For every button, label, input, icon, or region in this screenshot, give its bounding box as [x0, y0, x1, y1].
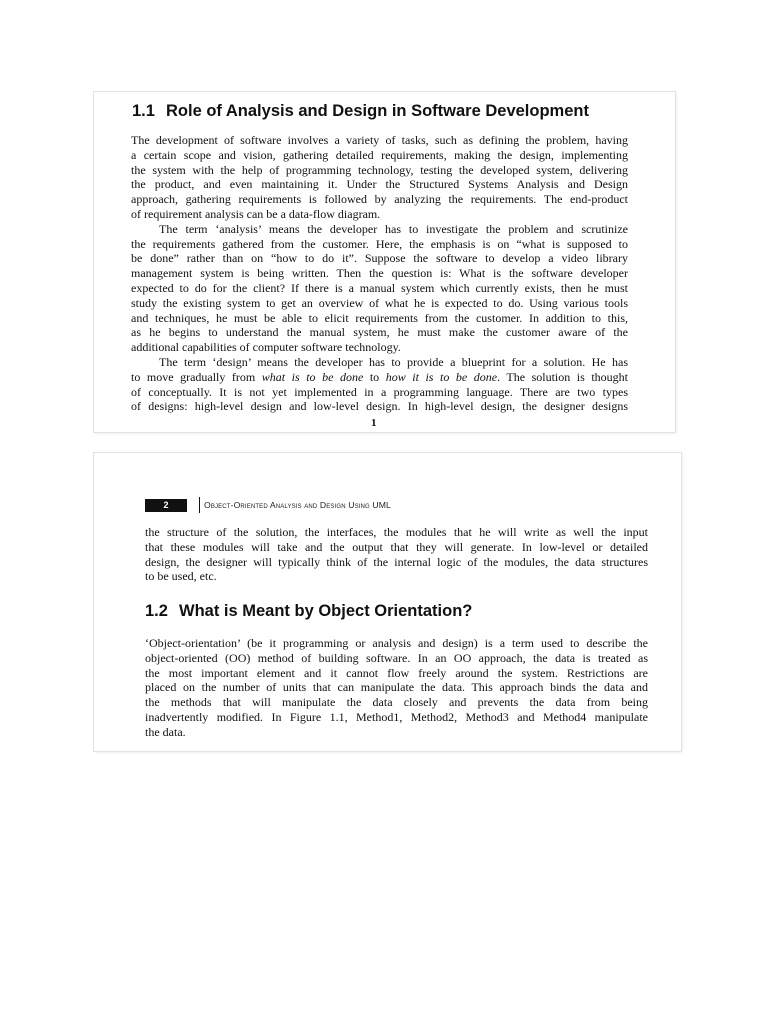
text-line: be done” rather than on “how to do it”. Suppose the software to develop a video library [131, 251, 628, 266]
text-line: additional capabilities of computer software technology. [131, 340, 401, 355]
text-line: expected to do for the client? If there is a manual system which currently exists, then he must [131, 280, 628, 295]
paragraph-1 [131, 133, 628, 222]
text-line: study the existing system to get an overview of what he is expected to do. Using various tools [131, 295, 628, 310]
page-number-box: 2 [145, 499, 187, 512]
book-page-1 [94, 92, 675, 432]
text-line: management system is being written. Then the question is: What is the software developer [131, 266, 628, 281]
text-line: as he begins to understand the manual system, he must make the customer aware of the [131, 325, 628, 340]
text-line: of designs: high-level design and low-level design. In high-level design, the designer designs [131, 399, 628, 414]
continuation-paragraph [145, 525, 648, 584]
text-line: a certain scope and vision, gathering detailed requirements, making the design, implementing [131, 147, 628, 162]
text-run: to [363, 369, 386, 384]
text-line: the most important element and it cannot flow freely around the system. Restrictions are [145, 665, 648, 680]
section-title: What is Meant by Object Orientation? [179, 602, 473, 620]
divider [199, 497, 200, 513]
text-line: approach, gathering requirements is followed by analyzing the requirements. The end-product [131, 192, 628, 207]
text-line: and techniques, he must be able to elicit requirements from the customer. In addition to this, [131, 310, 628, 325]
text-run: . The solution is thought [497, 369, 628, 384]
text-line: object-oriented (OO) method of building software. In an OO approach, the data is treated as [145, 650, 648, 665]
text-line: the data. [145, 724, 186, 739]
text-line-with-emphasis [131, 370, 628, 385]
emphasis-text: how it is to be done [385, 369, 498, 384]
text-line: the methods that will manipulate the data closely and prevents the data from being [145, 695, 648, 710]
paragraph-2 [131, 222, 628, 355]
text-line: the structure of the solution, the interfaces, the modules that he will write as well the input [145, 525, 648, 539]
paragraph-3 [131, 355, 628, 414]
text-run: to move gradually from [131, 369, 262, 384]
section-number: 1.2 [145, 602, 168, 620]
text-line: the system with the help of programming technology, testing the developed system, delivering [131, 162, 628, 177]
text-line: that these modules will take and the output that they will generate. In low-level or detailed [145, 539, 648, 554]
section-title: Role of Analysis and Design in Software Development [166, 102, 589, 120]
text-line: the product, and even maintaining it. Under the Structured Systems Analysis and Design [131, 177, 628, 192]
text-line: The development of software involves a variety of tasks, such as defining the problem, having [131, 133, 628, 147]
section-heading-1-2 [145, 602, 472, 621]
text-line: The term ‘design’ means the developer has to provide a blueprint for a solution. He has [159, 354, 628, 369]
section-1-2-body [145, 636, 648, 740]
section-1-1-body [131, 133, 628, 414]
book-page-2 [94, 453, 681, 751]
emphasis-text: what is to be done [261, 369, 364, 384]
text-line: to be used, etc. [145, 569, 217, 584]
section-heading-1-1 [132, 102, 589, 121]
section-number: 1.1 [132, 102, 155, 120]
text-line: the requirements gathered from the customer. Here, the emphasis is on “what is supposed to [131, 236, 628, 251]
text-line: ‘Object-orientation’ (be it programming or analysis and design) is a term used to describe the [145, 636, 648, 650]
running-head [145, 498, 391, 512]
text-line: of conceptually. It is not yet implemented in a programming language. There are two types [131, 384, 628, 399]
text-line: inadvertently modified. In Figure 1.1, Method1, Method2, Method3 and Method4 manipulate [145, 709, 648, 724]
text-line: placed on the number of units that can manipulate the data. This approach binds the data and [145, 680, 648, 695]
text-line: of requirement analysis can be a data-flow diagram. [131, 206, 381, 221]
text-line: The term ‘analysis’ means the developer has to investigate the problem and scrutinize [159, 221, 628, 236]
running-head-title: Object-Oriented Analysis and Design Using UML [204, 500, 391, 510]
page-number: 1 [371, 417, 377, 429]
text-line: design, the designer will typically think of the internal logic of the modules, the data structures [145, 554, 648, 569]
